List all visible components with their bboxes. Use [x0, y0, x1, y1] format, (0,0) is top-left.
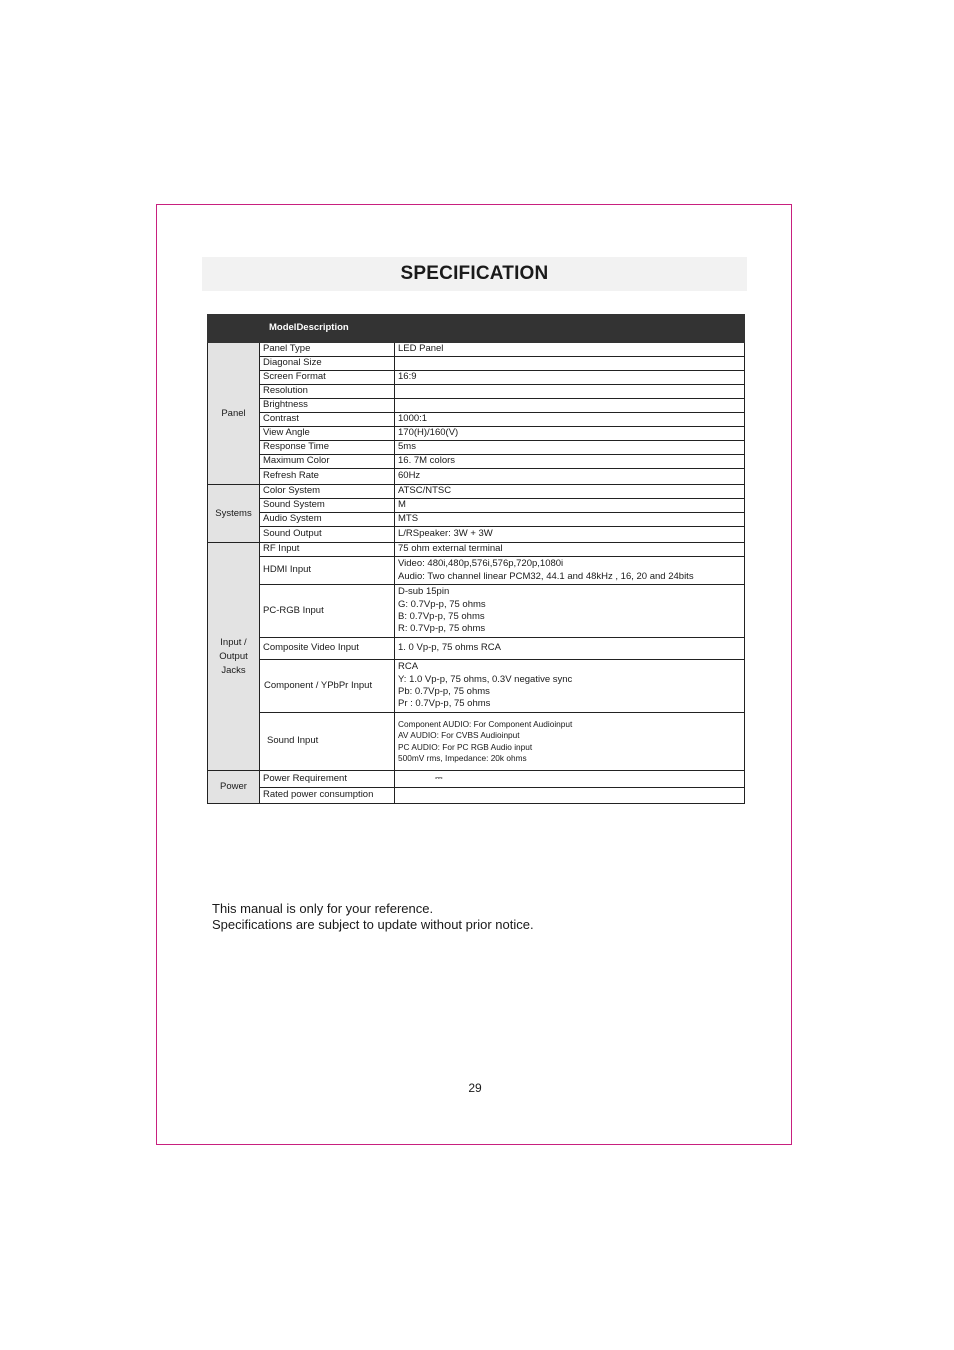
value-line: Video: 480i,480p,576i,576p,720p,1080i — [398, 558, 564, 570]
category-power: Power — [208, 771, 260, 804]
table-row — [208, 469, 745, 485]
spec-value — [395, 357, 745, 371]
table-row — [208, 543, 745, 557]
table-header: ModelDescription — [208, 315, 745, 343]
table-row — [208, 585, 745, 638]
spec-value: M — [395, 499, 745, 513]
value-line: AV AUDIO: For CVBS Audioinput — [398, 730, 520, 741]
spec-label: Sound Output — [260, 527, 395, 543]
table-row — [208, 660, 745, 713]
spec-label: Power Requirement — [260, 771, 395, 788]
category-systems: Systems — [208, 485, 260, 543]
category-io — [208, 543, 260, 771]
spec-value: 1000:1 — [395, 413, 745, 427]
spec-label: Color System — [260, 485, 395, 499]
spec-label: Sound System — [260, 499, 395, 513]
table-row — [208, 485, 745, 499]
value-line: G: 0.7Vp-p, 75 ohms — [398, 598, 486, 610]
table-header-row — [208, 315, 745, 343]
spec-label: Refresh Rate — [260, 469, 395, 485]
value-line: B: 0.7Vp-p, 75 ohms — [398, 611, 485, 622]
spec-value — [395, 385, 745, 399]
table-row — [208, 638, 745, 660]
table-row — [208, 455, 745, 469]
spec-value: MTS — [395, 513, 745, 527]
value-line: PC AUDIO: For PC RGB Audio input — [398, 741, 533, 752]
spec-label: Brightness — [260, 399, 395, 413]
spec-value — [395, 585, 745, 638]
value-line: RCA — [398, 661, 419, 673]
spec-label: HDMI Input — [260, 557, 395, 585]
table-row — [208, 557, 745, 585]
page-title: SPECIFICATION — [400, 263, 549, 284]
spec-value — [395, 399, 745, 413]
notes — [212, 901, 534, 932]
spec-value: 170(H)/160(V) — [395, 427, 745, 441]
spec-label: Panel Type — [260, 343, 395, 357]
table-row — [208, 771, 745, 788]
spec-value — [395, 660, 745, 713]
value-line: D-sub 15pin — [398, 586, 450, 598]
spec-label: Diagonal Size — [260, 357, 395, 371]
spec-label: Maximum Color — [260, 455, 395, 469]
table-row — [208, 441, 745, 455]
spec-value — [395, 557, 745, 585]
value-line: Pr : 0.7Vp-p, 75 ohms — [398, 698, 491, 710]
table-row — [208, 499, 745, 513]
spec-value: 16:9 — [395, 371, 745, 385]
spec-value: ⎓ — [395, 771, 745, 788]
page-number: 29 — [468, 1081, 482, 1095]
spec-value: 1. 0 Vp-p, 75 ohms RCA — [395, 638, 745, 660]
table-row — [208, 399, 745, 413]
value-line: 500mV rms, Impedance: 20k ohms — [398, 752, 527, 763]
table-row — [208, 343, 745, 357]
table-row — [208, 513, 745, 527]
spec-label: Contrast — [260, 413, 395, 427]
title-band — [202, 257, 747, 291]
spec-value: 5ms — [395, 441, 745, 455]
spec-label: Audio System — [260, 513, 395, 527]
category-io-line: Jacks — [221, 664, 246, 676]
spec-value: ATSC/NTSC — [395, 485, 745, 499]
table-row — [208, 371, 745, 385]
table-row — [208, 788, 745, 804]
spec-label: Rated power consumption — [260, 788, 395, 804]
table-row — [208, 413, 745, 427]
spec-label: PC-RGB Input — [260, 585, 395, 638]
spec-value — [395, 713, 745, 771]
category-io-line: Output — [219, 650, 248, 662]
spec-value: 75 ohm external terminal — [395, 543, 745, 557]
spec-label: Component / YPbPr Input — [260, 660, 395, 713]
table-row — [208, 427, 745, 441]
table-row — [208, 385, 745, 399]
table-row — [208, 713, 745, 771]
spec-value — [395, 788, 745, 804]
spec-label: RF Input — [260, 543, 395, 557]
spec-value: 60Hz — [395, 469, 745, 485]
category-panel: Panel — [208, 343, 260, 485]
spec-value: L/RSpeaker: 3W + 3W — [395, 527, 745, 543]
spec-label: Sound Input — [260, 713, 395, 771]
spec-label: View Angle — [260, 427, 395, 441]
value-line: R: 0.7Vp-p, 75 ohms — [398, 623, 486, 635]
spec-value: LED Panel — [395, 343, 745, 357]
value-line: Y: 1.0 Vp-p, 75 ohms, 0.3V negative sync — [398, 673, 573, 685]
table-row — [208, 357, 745, 371]
spec-value: 16. 7M colors — [395, 455, 745, 469]
spec-label: Response Time — [260, 441, 395, 455]
value-line: Audio: Two channel linear PCM32, 44.1 and 48kHz , 16, 20 and 24bits — [398, 570, 694, 582]
spec-label: Resolution — [260, 385, 395, 399]
spec-table — [207, 314, 745, 804]
spec-label: Composite Video Input — [260, 638, 395, 660]
table-row — [208, 527, 745, 543]
note-line: This manual is only for your reference. — [212, 901, 434, 916]
value-line: Component AUDIO: For Component Audioinput — [398, 719, 573, 730]
spec-label: Screen Format — [260, 371, 395, 385]
category-io-line: Input / — [220, 636, 247, 648]
value-line: Pb: 0.7Vp-p, 75 ohms — [398, 686, 490, 697]
note-line: Specifications are subject to update without prior notice. — [212, 916, 534, 932]
